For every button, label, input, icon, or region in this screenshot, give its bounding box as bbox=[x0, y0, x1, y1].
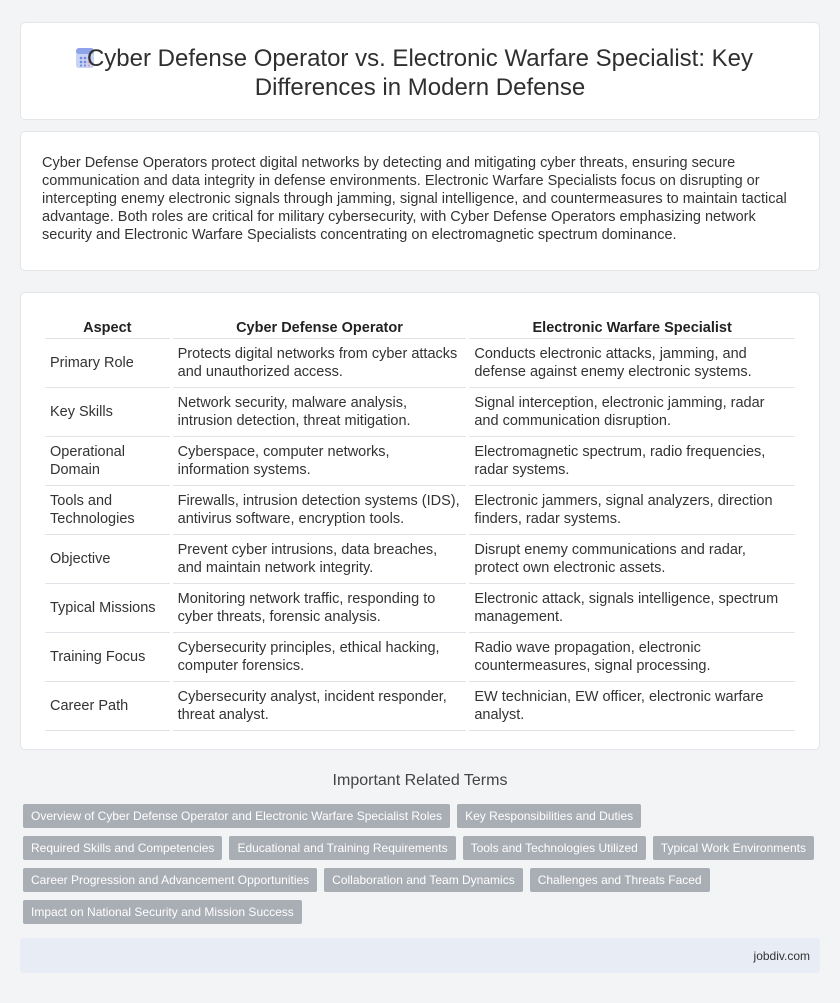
cyber-cell: Cybersecurity analyst, incident responder, threat analyst. bbox=[173, 682, 467, 731]
table-row bbox=[45, 339, 795, 388]
cyber-cell: Prevent cyber intrusions, data breaches, and maintain network integrity. bbox=[173, 535, 467, 584]
table-header-row bbox=[45, 312, 795, 339]
related-term-tag[interactable]: Collaboration and Team Dynamics bbox=[324, 868, 523, 892]
ew-cell: Conducts electronic attacks, jamming, and defense against enemy electronic systems. bbox=[469, 339, 795, 388]
cyber-cell: Monitoring network traffic, responding to cyber threats, forensic analysis. bbox=[173, 584, 467, 633]
aspect-cell: Key Skills bbox=[45, 388, 170, 437]
related-term-tag[interactable]: Educational and Training Requirements bbox=[229, 836, 455, 860]
header-cyber-defense-operator: Cyber Defense Operator bbox=[173, 312, 467, 339]
related-term-tag[interactable]: Overview of Cyber Defense Operator and Electronic Warfare Specialist Roles bbox=[23, 804, 450, 828]
intro-paragraph: Cyber Defense Operators protect digital networks by detecting and mitigating cyber threats, ensuring secure communication and data integrity in defense environments. Electronic Warfare Specialists focus on disrupting or intercepting enemy electronic signals through jamming, signal intelligence, and countermeasures to maintain tactical advantage. Both roles are critical for military cybersecurity, with Cyber Defense Operators emphasizing network security and Electronic Warfare Specialists concentrating on electromagnetic spectrum dominance. bbox=[42, 155, 787, 243]
ew-cell: Electromagnetic spectrum, radio frequencies, radar systems. bbox=[469, 437, 795, 486]
cyber-cell: Network security, malware analysis, intrusion detection, threat mitigation. bbox=[173, 388, 467, 437]
table-row bbox=[45, 633, 795, 682]
site-link[interactable]: jobdiv.com bbox=[753, 949, 810, 963]
table-row bbox=[45, 535, 795, 584]
aspect-cell: Primary Role bbox=[45, 339, 170, 388]
cyber-cell: Cyberspace, computer networks, information systems. bbox=[173, 437, 467, 486]
related-term-tag[interactable]: Typical Work Environments bbox=[653, 836, 814, 860]
related-term-tag[interactable]: Required Skills and Competencies bbox=[23, 836, 222, 860]
table-row bbox=[45, 486, 795, 535]
page-title: Cyber Defense Operator vs. Electronic Warfare Specialist: Key Differences in Modern Defense bbox=[86, 45, 754, 101]
related-terms-tags bbox=[23, 804, 818, 932]
cyber-cell: Protects digital networks from cyber attacks and unauthorized access. bbox=[173, 339, 467, 388]
aspect-cell: Typical Missions bbox=[45, 584, 170, 633]
related-term-tag[interactable]: Impact on National Security and Mission Success bbox=[23, 900, 302, 924]
header-electronic-warfare-specialist: Electronic Warfare Specialist bbox=[469, 312, 795, 339]
related-term-tag[interactable]: Career Progression and Advancement Opportunities bbox=[23, 868, 317, 892]
related-terms-title: Important Related Terms bbox=[332, 772, 508, 789]
cyber-cell: Firewalls, intrusion detection systems (IDS), antivirus software, encryption tools. bbox=[173, 486, 467, 535]
header-aspect: Aspect bbox=[45, 312, 170, 339]
footer-bar bbox=[20, 938, 820, 973]
table-row bbox=[45, 437, 795, 486]
aspect-cell: Objective bbox=[45, 535, 170, 584]
title-card bbox=[20, 22, 820, 120]
aspect-cell: Tools and Technologies bbox=[45, 486, 170, 535]
intro-card bbox=[20, 131, 820, 271]
ew-cell: Electronic attack, signals intelligence, spectrum management. bbox=[469, 584, 795, 633]
ew-cell: Electronic jammers, signal analyzers, direction finders, radar systems. bbox=[469, 486, 795, 535]
ew-cell: Signal interception, electronic jamming, radar and communication disruption. bbox=[469, 388, 795, 437]
comparison-table-card bbox=[20, 292, 820, 750]
table-row bbox=[45, 388, 795, 437]
aspect-cell: Training Focus bbox=[45, 633, 170, 682]
table-row bbox=[45, 682, 795, 731]
related-term-tag[interactable]: Tools and Technologies Utilized bbox=[463, 836, 646, 860]
cyber-cell: Cybersecurity principles, ethical hacking, computer forensics. bbox=[173, 633, 467, 682]
aspect-cell: Career Path bbox=[45, 682, 170, 731]
ew-cell: Disrupt enemy communications and radar, protect own electronic assets. bbox=[469, 535, 795, 584]
ew-cell: EW technician, EW officer, electronic warfare analyst. bbox=[469, 682, 795, 731]
related-term-tag[interactable]: Key Responsibilities and Duties bbox=[457, 804, 641, 828]
comparison-table bbox=[42, 312, 798, 731]
aspect-cell: Operational Domain bbox=[45, 437, 170, 486]
table-row bbox=[45, 584, 795, 633]
ew-cell: Radio wave propagation, electronic countermeasures, signal processing. bbox=[469, 633, 795, 682]
related-term-tag[interactable]: Challenges and Threats Faced bbox=[530, 868, 710, 892]
